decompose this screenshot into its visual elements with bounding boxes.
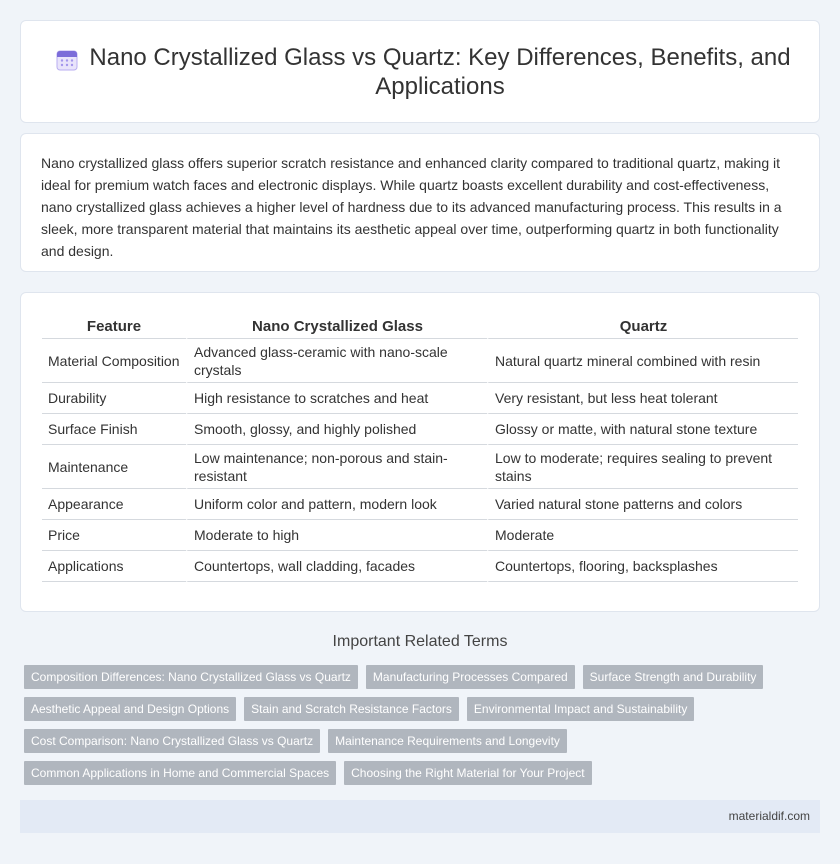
row-nano-glass: Countertops, wall cladding, facades bbox=[186, 551, 487, 582]
table-row bbox=[42, 339, 798, 383]
row-quartz: Glossy or matte, with natural stone texture bbox=[487, 414, 798, 445]
related-term-tag[interactable]: Maintenance Requirements and Longevity bbox=[328, 729, 567, 753]
related-terms-title: Important Related Terms bbox=[332, 633, 508, 650]
tag-row bbox=[24, 665, 804, 689]
related-term-tag[interactable]: Surface Strength and Durability bbox=[583, 665, 764, 689]
related-term-tag[interactable]: Choosing the Right Material for Your Project bbox=[344, 761, 591, 785]
table-row bbox=[42, 520, 798, 551]
row-feature: Surface Finish bbox=[42, 414, 186, 445]
row-feature: Durability bbox=[42, 383, 186, 414]
related-term-tag[interactable]: Environmental Impact and Sustainability bbox=[467, 697, 694, 721]
page-title: Nano Crystallized Glass vs Quartz: Key Differences, Benefits, and Applications bbox=[89, 43, 791, 100]
row-quartz: Countertops, flooring, backsplashes bbox=[487, 551, 798, 582]
row-quartz: Varied natural stone patterns and colors bbox=[487, 489, 798, 520]
intro-paragraph: Nano crystallized glass offers superior scratch resistance and enhanced clarity compared to traditional quartz, making it ideal for premium watch faces and electronic displays. While quartz boasts excellent durability and cost-effectiveness, nano crystallized glass achieves a higher level of hardness due to its advanced manufacturing process. This results in a sleek, more transparent material that maintains its aesthetic appeal over time, outperforming quartz in both functionality and design. bbox=[41, 155, 782, 259]
comparison-table-card bbox=[20, 292, 820, 612]
row-feature: Material Composition bbox=[42, 339, 186, 383]
row-feature: Price bbox=[42, 520, 186, 551]
header-quartz: Quartz bbox=[487, 312, 798, 339]
table-row bbox=[42, 489, 798, 520]
tag-row bbox=[24, 697, 804, 721]
related-term-tag[interactable]: Composition Differences: Nano Crystallized Glass vs Quartz bbox=[24, 665, 358, 689]
related-term-tag[interactable]: Cost Comparison: Nano Crystallized Glass vs Quartz bbox=[24, 729, 320, 753]
tag-row bbox=[24, 729, 804, 753]
intro-card bbox=[20, 133, 820, 272]
row-quartz: Low to moderate; requires sealing to prevent stains bbox=[487, 445, 798, 489]
row-feature: Maintenance bbox=[42, 445, 186, 489]
row-nano-glass: Smooth, glossy, and highly polished bbox=[186, 414, 487, 445]
table-header-row bbox=[42, 312, 798, 339]
related-term-tag[interactable]: Aesthetic Appeal and Design Options bbox=[24, 697, 236, 721]
header-card bbox=[20, 20, 820, 123]
header-nano-glass: Nano Crystallized Glass bbox=[186, 312, 487, 339]
table-row bbox=[42, 383, 798, 414]
related-terms-list bbox=[24, 665, 804, 793]
related-term-tag[interactable]: Common Applications in Home and Commercial Spaces bbox=[24, 761, 336, 785]
row-feature: Appearance bbox=[42, 489, 186, 520]
comparison-table bbox=[42, 312, 798, 582]
row-nano-glass: Uniform color and pattern, modern look bbox=[186, 489, 487, 520]
table-row bbox=[42, 414, 798, 445]
related-term-tag[interactable]: Stain and Scratch Resistance Factors bbox=[244, 697, 459, 721]
row-nano-glass: Advanced glass-ceramic with nano-scale crystals bbox=[186, 339, 487, 383]
row-nano-glass: Low maintenance; non-porous and stain-resistant bbox=[186, 445, 487, 489]
row-nano-glass: High resistance to scratches and heat bbox=[186, 383, 487, 414]
row-quartz: Very resistant, but less heat tolerant bbox=[487, 383, 798, 414]
footer-site-link[interactable]: materialdif.com bbox=[728, 809, 810, 823]
row-quartz: Moderate bbox=[487, 520, 798, 551]
footer-bar bbox=[20, 800, 820, 833]
tag-row bbox=[24, 761, 804, 785]
row-quartz: Natural quartz mineral combined with resin bbox=[487, 339, 798, 383]
table-row bbox=[42, 551, 798, 582]
row-feature: Applications bbox=[42, 551, 186, 582]
table-row bbox=[42, 445, 798, 489]
related-term-tag[interactable]: Manufacturing Processes Compared bbox=[366, 665, 575, 689]
header-feature: Feature bbox=[42, 312, 186, 339]
row-nano-glass: Moderate to high bbox=[186, 520, 487, 551]
